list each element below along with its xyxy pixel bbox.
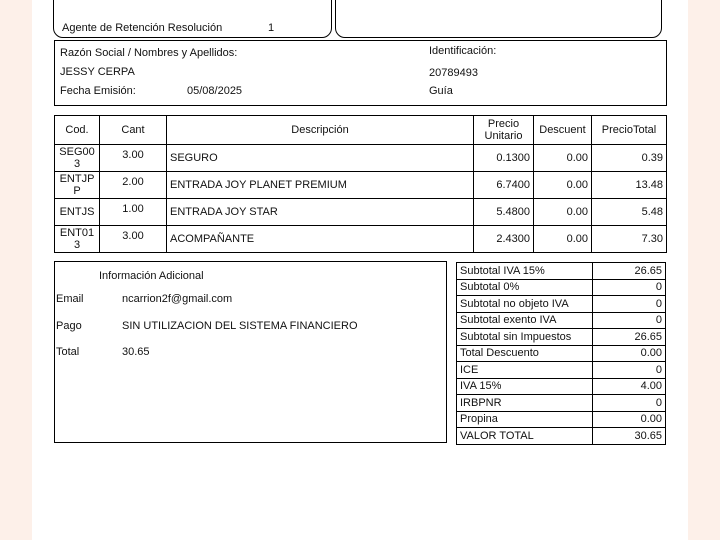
item-description: ENTRADA JOY PLANET PREMIUM xyxy=(167,172,474,199)
header-total: PrecioTotal xyxy=(592,116,667,145)
item-code: SEG003 xyxy=(55,145,100,172)
issuer-info-box xyxy=(53,0,332,38)
retention-value: 1 xyxy=(268,22,275,34)
totals-row xyxy=(457,296,666,313)
item-total: 5.48 xyxy=(592,199,667,226)
item-total: 7.30 xyxy=(592,226,667,253)
table-row xyxy=(55,199,667,226)
totals-value: 0 xyxy=(593,395,666,412)
totals-row xyxy=(457,312,666,329)
totals-label: Subtotal exento IVA xyxy=(457,312,593,329)
totals-row xyxy=(457,263,666,280)
header-qty: Cant xyxy=(100,116,167,145)
totals-value: 0 xyxy=(593,312,666,329)
item-discount: 0.00 xyxy=(534,145,592,172)
document-info-box xyxy=(335,0,662,38)
item-code: ENTJS xyxy=(55,199,100,226)
totals-row xyxy=(457,362,666,379)
item-discount: 0.00 xyxy=(534,226,592,253)
totals-row xyxy=(457,428,666,445)
totals-label: Subtotal IVA 15% xyxy=(457,263,593,280)
item-qty: 3.00 xyxy=(122,149,144,161)
totals-value: 26.65 xyxy=(593,329,666,346)
payment-label: Pago xyxy=(56,320,82,332)
totals-row xyxy=(457,279,666,296)
invoice-page xyxy=(32,0,688,540)
guide-label: Guía xyxy=(429,85,453,97)
totals-row xyxy=(457,411,666,428)
totals-label: Total Descuento xyxy=(457,345,593,362)
item-discount: 0.00 xyxy=(534,172,592,199)
totals-label: Subtotal 0% xyxy=(457,279,593,296)
totals-row xyxy=(457,345,666,362)
totals-label: Subtotal sin Impuestos xyxy=(457,329,593,346)
totals-label: Propina xyxy=(457,411,593,428)
issue-date-label: Fecha Emisión: xyxy=(60,85,136,97)
totals-label: IVA 15% xyxy=(457,378,593,395)
totals-label: IRBPNR xyxy=(457,395,593,412)
item-total: 0.39 xyxy=(592,145,667,172)
totals-label: Subtotal no objeto IVA xyxy=(457,296,593,313)
items-header-row xyxy=(55,116,667,145)
item-code: ENTJPP xyxy=(55,172,100,199)
totals-value: 0 xyxy=(593,296,666,313)
item-unit-price: 2.4300 xyxy=(474,226,534,253)
table-row xyxy=(55,172,667,199)
client-id-label: Identificación: xyxy=(429,45,497,57)
client-name-label: Razón Social / Nombres y Apellidos: xyxy=(60,47,238,59)
item-description: ACOMPAÑANTE xyxy=(167,226,474,253)
totals-table xyxy=(456,262,666,445)
item-unit-price: 6.7400 xyxy=(474,172,534,199)
item-code: ENT013 xyxy=(55,226,100,253)
item-description: SEGURO xyxy=(167,145,474,172)
item-qty: 2.00 xyxy=(122,176,144,188)
retention-label: Agente de Retención Resolución xyxy=(62,22,223,34)
header-discount: Descuent xyxy=(534,116,592,145)
totals-row xyxy=(457,378,666,395)
item-total: 13.48 xyxy=(592,172,667,199)
client-info-box xyxy=(54,40,667,106)
header-description: Descripción xyxy=(167,116,474,145)
totals-row xyxy=(457,329,666,346)
table-row xyxy=(55,145,667,172)
totals-value: 26.65 xyxy=(593,263,666,280)
grand-total-value: 30.65 xyxy=(593,428,666,445)
additional-total-value: 30.65 xyxy=(122,346,150,358)
items-table xyxy=(54,115,667,253)
totals-label: VALOR TOTAL xyxy=(457,428,593,445)
totals-value: 0.00 xyxy=(593,345,666,362)
totals-value: 0 xyxy=(593,279,666,296)
item-description: ENTRADA JOY STAR xyxy=(167,199,474,226)
additional-info-box xyxy=(54,261,447,443)
header-unit-price: Precio Unitario xyxy=(474,116,534,145)
additional-total-label: Total xyxy=(56,346,80,358)
header-code: Cod. xyxy=(55,116,100,145)
item-qty: 1.00 xyxy=(122,203,144,215)
client-id-value: 20789493 xyxy=(429,67,478,79)
email-value: ncarrion2f@gmail.com xyxy=(122,293,233,305)
totals-row xyxy=(457,395,666,412)
totals-value: 4.00 xyxy=(593,378,666,395)
totals-value: 0 xyxy=(593,362,666,379)
additional-info-title: Información Adicional xyxy=(99,270,204,282)
table-row xyxy=(55,226,667,253)
totals-value: 0.00 xyxy=(593,411,666,428)
item-discount: 0.00 xyxy=(534,199,592,226)
client-name-value: JESSY CERPA xyxy=(60,66,135,78)
issue-date-value: 05/08/2025 xyxy=(187,85,243,97)
email-label: Email xyxy=(56,293,84,305)
totals-label: ICE xyxy=(457,362,593,379)
payment-value: SIN UTILIZACION DEL SISTEMA FINANCIERO xyxy=(122,320,358,332)
item-unit-price: 5.4800 xyxy=(474,199,534,226)
item-qty: 3.00 xyxy=(122,230,144,242)
item-unit-price: 0.1300 xyxy=(474,145,534,172)
